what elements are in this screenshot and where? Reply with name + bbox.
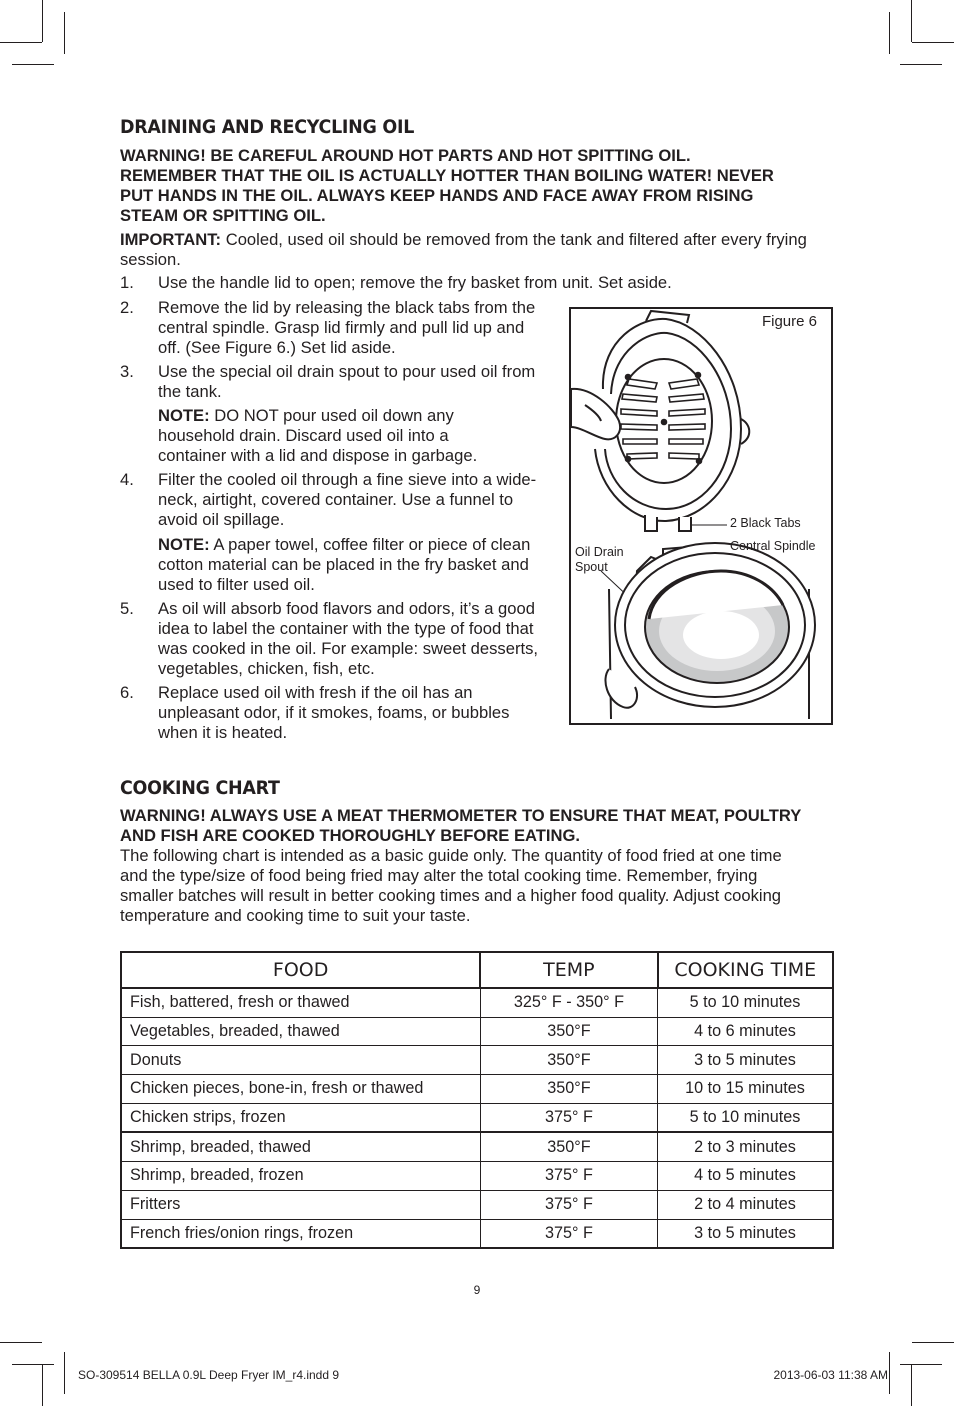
crop-mark [911,0,912,42]
cell-time: 4 to 5 minutes [658,1162,833,1191]
crop-mark [0,1342,42,1343]
cell-food: Donuts [121,1046,480,1075]
cell-time: 2 to 4 minutes [658,1190,833,1219]
warning-draining: WARNING! BE CAREFUL AROUND HOT PARTS AND HOT SPITTING OIL. REMEMBER THAT THE OIL IS ACTUALLY HOTTER THAN BOILING WATER! NEVER PUT HANDS IN THE OIL. ALWAYS KEEP HANDS AND FACE AWAY FROM RISING STEAM OR SPITTING OIL. [120,146,774,225]
crop-mark [889,12,890,54]
table-row [121,1190,833,1219]
label-central-spindle: Central Spindle [730,539,816,553]
crop-mark [912,42,954,43]
cell-time: 10 to 15 minutes [658,1075,833,1104]
crop-mark [900,1364,942,1365]
step-text: Remove the lid by releasing the black tabs from the central spindle. Grasp lid firmly and pull lid up and off. (See Figure 6.) Set lid aside. [158,298,536,357]
cell-time: 2 to 3 minutes [658,1132,833,1161]
crop-mark [64,1352,65,1394]
table-row [121,1132,833,1161]
label-black-tabs: 2 Black Tabs [730,516,801,530]
base-illustration [605,543,815,719]
slug-timestamp: 2013-06-03 11:38 AM [773,1368,888,1382]
cell-temp: 350°F [480,1017,657,1046]
cell-food: Fish, battered, fresh or thawed [121,988,480,1017]
crop-mark [911,1364,912,1406]
cell-temp: 325° F - 350° F [480,988,657,1017]
cell-temp: 375° F [480,1219,657,1248]
cell-temp: 350°F [480,1046,657,1075]
step-number: 2. [120,298,134,317]
section-title-draining: DRAINING AND RECYCLING OIL [120,116,415,138]
note-drain [158,406,500,466]
crop-mark [12,64,54,65]
cell-food: French fries/onion rings, frozen [121,1219,480,1248]
cell-time: 5 to 10 minutes [658,988,833,1017]
table-row [121,1162,833,1191]
table-row [121,1046,833,1075]
header-temp: TEMP [480,952,657,988]
important-paragraph [120,230,830,270]
table-row [121,1219,833,1248]
cell-food: Vegetables, breaded, thawed [121,1017,480,1046]
header-food: FOOD [121,952,480,988]
section-title-cooking: COOKING CHART [120,777,280,799]
crop-mark [889,1352,890,1394]
cell-food: Shrimp, breaded, thawed [121,1132,480,1161]
step-text: Filter the cooled oil through a fine sieve into a wide-neck, airtight, covered container. Use a funnel to avoid oil spillage. [158,470,537,529]
label-spout: Spout [575,560,608,574]
cell-time: 3 to 5 minutes [658,1046,833,1075]
step-text: Use the special oil drain spout to pour used oil from the tank. [158,362,536,401]
important-text: Cooled, used oil should be removed from the tank and filtered after every frying session. [120,230,807,269]
note-label: NOTE: [158,535,210,554]
crop-mark [900,64,942,65]
step-text: As oil will absorb food flavors and odors, it’s a good idea to label the container with the type of food that was cooked in the oil. For example: sweet desserts, vegetables, chicken, fish, etc. [158,599,538,678]
table-row [121,988,833,1017]
table-row [121,1017,833,1046]
step-number: 4. [120,470,134,489]
slug-file-info: SO-309514 BELLA 0.9L Deep Fryer IM_r4.indd 9 [78,1368,340,1382]
cell-food: Chicken strips, frozen [121,1103,480,1132]
figure-6 [569,307,833,725]
table-row [121,1103,833,1132]
note-text: DO NOT pour used oil down any household drain. Discard used oil into a container with a lid and dispose in garbage. [158,406,478,465]
table-row [121,1075,833,1104]
page-number: 9 [473,1283,481,1297]
step-number: 5. [120,599,134,618]
cell-temp: 375° F [480,1162,657,1191]
step-number: 6. [120,683,134,702]
table-header-row [121,952,833,988]
cell-food: Chicken pieces, bone-in, fresh or thawed [121,1075,480,1104]
note-label: NOTE: [158,406,210,425]
step-number: 1. [120,273,134,292]
cell-food: Shrimp, breaded, frozen [121,1162,480,1191]
step-text: Use the handle lid to open; remove the fry basket from unit. Set aside. [158,273,672,292]
figure-caption: Figure 6 [761,313,817,330]
crop-mark [912,1342,954,1343]
cell-temp: 375° F [480,1103,657,1132]
cell-time: 3 to 5 minutes [658,1219,833,1248]
important-label: IMPORTANT: [120,230,222,249]
crop-mark [12,1364,54,1365]
step-number: 3. [120,362,134,381]
crop-mark [42,1364,43,1406]
crop-mark [64,12,65,54]
cooking-chart-table [120,951,834,1249]
crop-mark [42,0,43,42]
cell-time: 5 to 10 minutes [658,1103,833,1132]
cell-temp: 350°F [480,1132,657,1161]
cooking-intro: The following chart is intended as a basic guide only. The quantity of food fried at one time and the type/size of food being fried may alter the total cooking time. Remember, frying smaller batches will result in better cooking times and a higher food quality. Adjust cooking temperature and cooking time to suit your taste. [120,846,782,925]
cell-temp: 375° F [480,1190,657,1219]
cell-temp: 350°F [480,1075,657,1104]
crop-mark [0,42,42,43]
label-oil-drain: Oil Drain [575,545,624,559]
cell-time: 4 to 6 minutes [658,1017,833,1046]
note-text: A paper towel, coffee filter or piece of clean cotton material can be placed in the fry basket and used to filter used oil. [158,535,531,594]
step-text: Replace used oil with fresh if the oil has an unpleasant odor, if it smokes, foams, or bubbles when it is heated. [158,683,510,742]
warning-cooking: WARNING! ALWAYS USE A MEAT THERMOMETER TO ENSURE THAT MEAT, POULTRY AND FISH ARE COOKED THOROUGHLY BEFORE EATING. [120,806,801,845]
note-filter [158,535,536,595]
header-cooking-time: COOKING TIME [658,952,833,988]
cell-food: Fritters [121,1190,480,1219]
